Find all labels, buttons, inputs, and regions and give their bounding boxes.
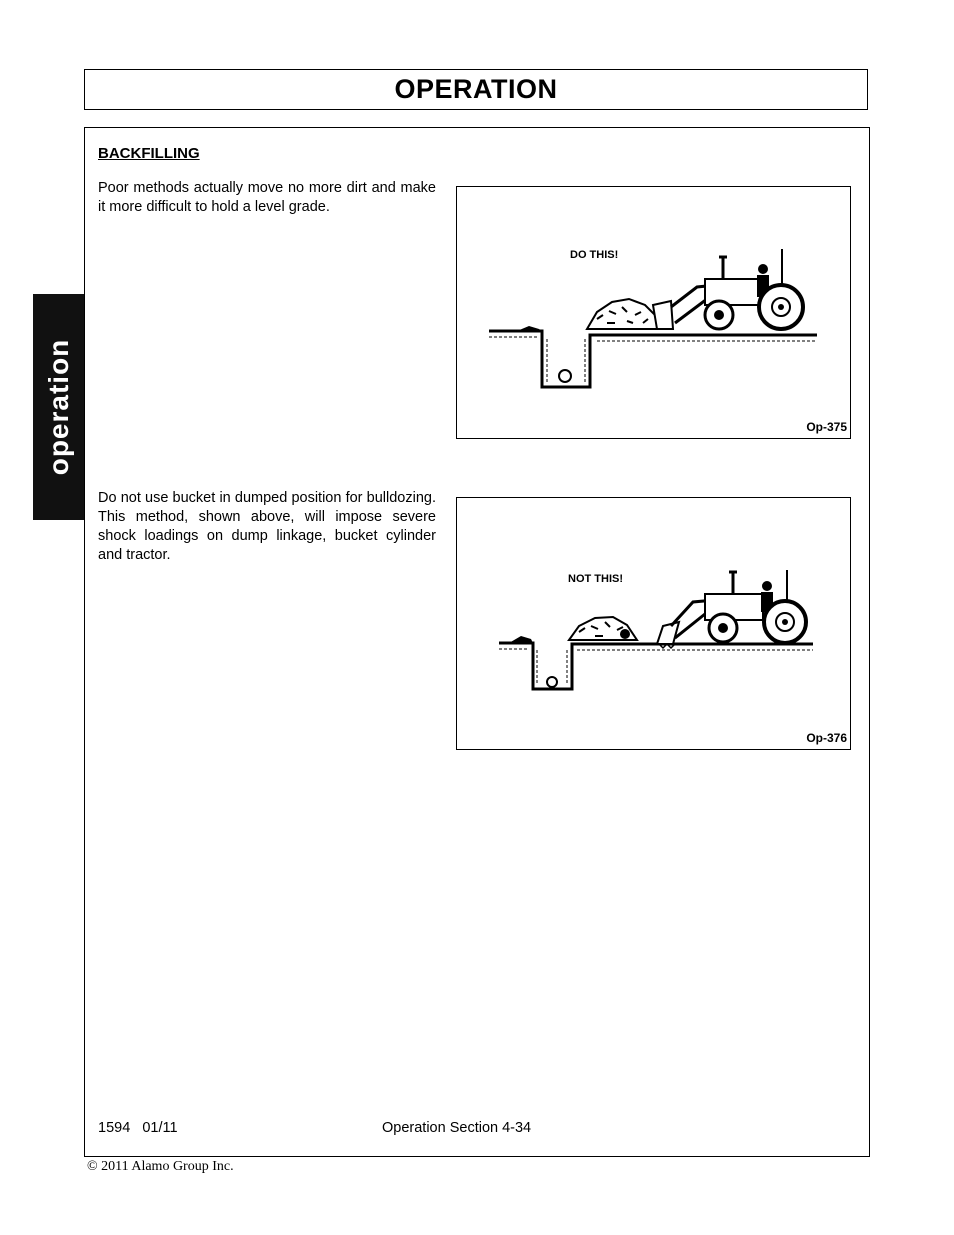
tractor-dumped-bucket-illustration xyxy=(457,498,850,749)
tractor-backfill-illustration xyxy=(457,187,850,438)
copyright-notice: © 2011 Alamo Group Inc. xyxy=(87,1159,234,1174)
paragraph-dumped-position: Do not use bucket in dumped position for bulldozing. This method, shown above, will impose severe shock loadings on dump linkage, bucket cylinder and tractor. xyxy=(98,490,436,563)
content-box xyxy=(84,127,870,1157)
header-box xyxy=(84,69,868,110)
paragraph-poor-methods: Poor methods actually move no more dirt and make it more difficult to hold a level grade. xyxy=(98,180,436,215)
footer-section-page: Operation Section 4-34 xyxy=(382,1120,532,1136)
figure-label-not-this: NOT THIS! xyxy=(568,573,623,585)
figure-not-this xyxy=(456,497,851,750)
side-tab-label: operation xyxy=(43,338,74,476)
figure-do-this xyxy=(456,186,851,439)
figure-id-op-375: Op-375 xyxy=(806,420,847,434)
section-title: BACKFILLING xyxy=(98,145,200,162)
figure-label-do-this: DO THIS! xyxy=(570,249,619,261)
page-title: OPERATION xyxy=(394,74,558,104)
figure-id-op-376: Op-376 xyxy=(806,731,847,745)
side-tab xyxy=(33,294,85,520)
footer-model-date: 1594 01/11 xyxy=(98,1120,178,1136)
